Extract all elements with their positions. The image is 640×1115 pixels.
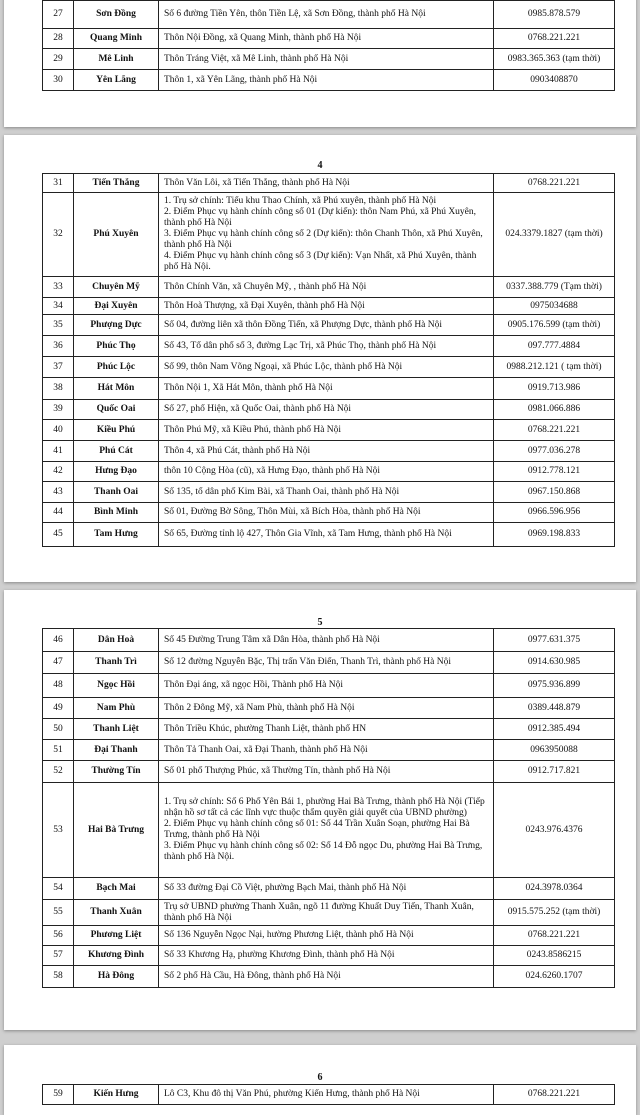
unit-name: Mê Linh — [74, 49, 159, 70]
table-row — [43, 698, 615, 719]
table-row — [43, 926, 615, 946]
phone-number: 0981.066.886 — [494, 400, 615, 420]
unit-name: Dân Hoà — [74, 629, 159, 652]
unit-name: Phú Cát — [74, 441, 159, 462]
phone-number: 097.777.4884 — [494, 336, 615, 357]
row-number: 27 — [43, 1, 74, 29]
row-number: 51 — [43, 740, 74, 761]
address-cell — [159, 1085, 494, 1105]
address-line: Số 12 đường Nguyễn Bặc, Thị trấn Văn Điển, Thanh Trì, thành phố Hà Nội — [164, 657, 451, 667]
unit-name: Hưng Đạo — [74, 462, 159, 482]
address-line: Số 01, Đường Bờ Sông, Thôn Mùi, xã Bích Hòa, thành phố Hà Nội — [164, 507, 421, 517]
row-number: 30 — [43, 70, 74, 91]
table-row — [43, 315, 615, 336]
address-line: Số 2 phố Hà Cầu, Hà Đông, thành phố Hà Nội — [164, 971, 341, 981]
row-number: 46 — [43, 629, 74, 652]
address-line: thôn 10 Cộng Hòa (cũ), xã Hưng Đạo, thành phố Hà Nội — [164, 466, 380, 476]
address-line: Thôn Nội 1, Xã Hát Môn, thành phố Hà Nội — [164, 383, 333, 393]
address-line: Thôn 1, xã Yên Lãng, thành phố Hà Nội — [164, 74, 318, 85]
document-page — [4, 590, 636, 1030]
address-cell — [159, 926, 494, 946]
document-page — [4, 1045, 636, 1115]
unit-name: Quang Minh — [74, 29, 159, 49]
address-line: Thôn Nội Đồng, xã Quang Minh, thành phố Hà Nội — [164, 33, 362, 43]
unit-name: Phượng Dực — [74, 315, 159, 336]
phone-number: 0914.630.985 — [494, 652, 615, 674]
table-row — [43, 523, 615, 547]
unit-name: Thanh Oai — [74, 482, 159, 503]
unit-name: Đại Xuyên — [74, 298, 159, 315]
row-number: 33 — [43, 277, 74, 298]
address-line: Thôn Văn Lôi, xã Tiến Thắng, thành phố Hà Nội — [164, 177, 350, 188]
row-number: 53 — [43, 783, 74, 878]
phone-number: 0905.176.599 (tạm thời) — [494, 315, 615, 336]
table — [42, 173, 615, 547]
row-number: 48 — [43, 674, 74, 698]
table-row — [43, 1, 615, 29]
phone-number: 024.3379.1827 (tạm thời) — [494, 193, 615, 277]
row-number: 40 — [43, 420, 74, 441]
address-cell — [159, 629, 494, 652]
address-line: 2. Điểm Phục vụ hành chính công số 01: Số 44 Trần Xuân Soạn, phường Hai Bà Trưng, thành phố Hà Nội — [164, 819, 470, 840]
address-cell — [159, 503, 494, 523]
table-row — [43, 298, 615, 315]
row-number: 57 — [43, 946, 74, 966]
address-line: Số 27, phố Hiện, xã Quốc Oai, thành phố Hà Nội — [164, 404, 352, 414]
table-row — [43, 49, 615, 70]
address-line: Thôn Hoà Thượng, xã Đại Xuyên, thành phố Hà Nội — [164, 300, 365, 311]
address-line: Thôn Đại áng, xã ngọc Hồi, Thành phố Hà Nội — [164, 680, 343, 690]
unit-name: Nam Phù — [74, 698, 159, 719]
table-row — [43, 900, 615, 926]
table-row — [43, 878, 615, 900]
page-number: 5 — [317, 617, 323, 628]
row-number: 45 — [43, 523, 74, 547]
row-number: 28 — [43, 29, 74, 49]
address-cell — [159, 29, 494, 49]
table-row — [43, 652, 615, 674]
address-line: Số 45 Đường Trung Tâm xã Dân Hòa, thành phố Hà Nội — [164, 634, 380, 645]
address-line: Số 136 Nguyễn Ngọc Nại, hường Phương Liệt, thành phố Hà Nội — [164, 930, 414, 940]
address-cell — [159, 70, 494, 91]
address-line: 1. Trụ sở chính: Số 6 Phố Yên Bái 1, phường Hai Bà Trưng, thành phố Hà Nội (Tiếp nhận hồ sơ tất cả các lĩnh vực thuộc thẩm quyền giải quyết của UBND phường) — [164, 797, 485, 818]
unit-name: Hai Bà Trưng — [74, 783, 159, 878]
table-row — [43, 420, 615, 441]
address-cell — [159, 315, 494, 336]
table-row — [43, 70, 615, 91]
address-line: Thôn 2 Đông Mỹ, xã Nam Phù, thành phố Hà Nội — [164, 702, 355, 713]
address-cell — [159, 336, 494, 357]
phone-number: 0243.8586215 — [494, 946, 615, 966]
address-cell — [159, 441, 494, 462]
address-cell — [159, 193, 494, 277]
unit-name: Bình Minh — [74, 503, 159, 523]
phone-number: 0912.778.121 — [494, 462, 615, 482]
row-number: 58 — [43, 966, 74, 988]
address-line: Thôn Tráng Việt, xã Mê Linh, thành phố Hà Nội — [164, 53, 349, 64]
unit-name: Phú Xuyên — [74, 193, 159, 277]
table-row — [43, 174, 615, 193]
row-number: 37 — [43, 357, 74, 378]
address-cell — [159, 400, 494, 420]
unit-name: Hà Đông — [74, 966, 159, 988]
phone-number: 0969.198.833 — [494, 523, 615, 547]
address-cell — [159, 740, 494, 761]
row-number: 52 — [43, 761, 74, 783]
address-cell — [159, 298, 494, 315]
unit-name: Khương Đình — [74, 946, 159, 966]
phone-number: 0768.221.221 — [494, 174, 615, 193]
table — [42, 1084, 615, 1105]
unit-name: Phúc Lộc — [74, 357, 159, 378]
address-cell — [159, 482, 494, 503]
table-row — [43, 966, 615, 988]
address-line: 2. Điểm Phục vụ hành chính công số 01 (Dự kiến): thôn Nam Phú, xã Phú Xuyên, thành phố Hà Nội — [164, 207, 477, 228]
unit-name: Kiến Hưng — [74, 1085, 159, 1105]
table-row — [43, 193, 615, 277]
unit-name: Phương Liệt — [74, 926, 159, 946]
unit-name: Bạch Mai — [74, 878, 159, 900]
phone-number: 0975034688 — [494, 298, 615, 315]
table-row — [43, 378, 615, 400]
unit-name: Hát Môn — [74, 378, 159, 400]
unit-name: Thanh Xuân — [74, 900, 159, 926]
address-cell — [159, 49, 494, 70]
document-page — [4, 135, 636, 582]
phone-number: 0985.878.579 — [494, 1, 615, 29]
unit-name: Ngọc Hồi — [74, 674, 159, 698]
address-line: Số 65, Đường tỉnh lộ 427, Thôn Gia Vĩnh, xã Tam Hưng, thành phố Hà Nội — [164, 529, 452, 539]
address-cell — [159, 698, 494, 719]
row-number: 41 — [43, 441, 74, 462]
address-cell — [159, 378, 494, 400]
table-row — [43, 629, 615, 652]
address-line: Số 135, tổ dân phố Kim Bài, xã Thanh Oai, thành phố Hà Nội — [164, 486, 400, 497]
phone-number: 0768.221.221 — [494, 926, 615, 946]
address-line: Trụ sở UBND phường Thanh Xuân, ngõ 11 đường Khuất Duy Tiến, Thanh Xuân, thành phố Hà Nội — [164, 901, 474, 923]
unit-name: Thường Tín — [74, 761, 159, 783]
address-cell — [159, 674, 494, 698]
row-number: 32 — [43, 193, 74, 277]
table-row — [43, 783, 615, 878]
phone-number: 0983.365.363 (tạm thời) — [494, 49, 615, 70]
unit-name: Quốc Oai — [74, 400, 159, 420]
table-row — [43, 357, 615, 378]
address-cell — [159, 523, 494, 547]
phone-number: 0915.575.252 (tạm thời) — [494, 900, 615, 926]
row-number: 59 — [43, 1085, 74, 1105]
table-row — [43, 946, 615, 966]
address-line: 3. Điểm Phục vụ hành chính công số 02: Số 14 Đỗ ngọc Du, phường Hai Bà Trưng, thành phố Hà Nội. — [164, 841, 483, 862]
address-line: Số 04, đường liên xã thôn Đồng Tiến, xã Phượng Dực, thành phố Hà Nội — [164, 319, 443, 330]
address-line: 3. Điểm Phục vụ hành chính công số 2 (Dự kiến): thôn Chanh Thôn, xã Phú Xuyên, thành phố Hà Nội — [164, 229, 483, 250]
address-line: Thôn Phú Mỹ, xã Kiều Phú, thành phố Hà Nội — [164, 424, 342, 435]
address-line: 1. Trụ sở chính: Tiểu khu Thao Chính, xã Phú xuyên, thành phố Hà Nội — [164, 196, 437, 206]
row-number: 49 — [43, 698, 74, 719]
unit-name: Yên Lãng — [74, 70, 159, 91]
address-cell — [159, 900, 494, 926]
row-number: 44 — [43, 503, 74, 523]
table-row — [43, 740, 615, 761]
phone-number: 0988.212.121 ( tạm thời) — [494, 357, 615, 378]
unit-name: Thanh Liệt — [74, 719, 159, 740]
table-row — [43, 336, 615, 357]
address-cell — [159, 761, 494, 783]
row-number: 42 — [43, 462, 74, 482]
address-line: Lô C3, Khu đô thị Văn Phú, phường Kiến Hưng, thành phố Hà Nội — [164, 1089, 420, 1099]
address-line: Số 01 phố Thượng Phúc, xã Thường Tín, thành phố Hà Nội — [164, 766, 391, 776]
table — [42, 0, 615, 91]
address-cell — [159, 420, 494, 441]
address-cell — [159, 652, 494, 674]
phone-number: 0977.036.278 — [494, 441, 615, 462]
table-row — [43, 503, 615, 523]
address-line: Số 43, Tổ dân phố số 3, đường Lạc Trị, xã Phúc Thọ, thành phố Hà Nội — [164, 340, 437, 351]
table-row — [43, 277, 615, 298]
address-cell — [159, 357, 494, 378]
unit-name: Phúc Thọ — [74, 336, 159, 357]
address-cell — [159, 277, 494, 298]
phone-number: 0966.596.956 — [494, 503, 615, 523]
phone-number: 0912.385.494 — [494, 719, 615, 740]
address-line: Thôn Triều Khúc, phường Thanh Liệt, thành phố HN — [164, 723, 367, 734]
row-number: 38 — [43, 378, 74, 400]
address-cell — [159, 719, 494, 740]
row-number: 31 — [43, 174, 74, 193]
phone-number: 0768.221.221 — [494, 1085, 615, 1105]
row-number: 36 — [43, 336, 74, 357]
row-number: 43 — [43, 482, 74, 503]
phone-number: 0337.388.779 (Tạm thời) — [494, 277, 615, 298]
table-row — [43, 1085, 615, 1105]
phone-number: 024.6260.1707 — [494, 966, 615, 988]
phone-number: 0768.221.221 — [494, 29, 615, 49]
row-number: 29 — [43, 49, 74, 70]
row-number: 54 — [43, 878, 74, 900]
document-page — [4, 0, 636, 127]
address-line: Thôn Tả Thanh Oai, xã Đại Thanh, thành phố Hà Nội — [164, 744, 368, 755]
address-cell — [159, 966, 494, 988]
row-number: 50 — [43, 719, 74, 740]
table-row — [43, 761, 615, 783]
row-number: 34 — [43, 298, 74, 315]
table-row — [43, 441, 615, 462]
address-line: Số 99, thôn Nam Võng Ngoại, xã Phúc Lộc, thành phố Hà Nội — [164, 361, 403, 372]
address-cell — [159, 878, 494, 900]
table — [42, 628, 615, 988]
phone-number: 0963950088 — [494, 740, 615, 761]
row-number: 47 — [43, 652, 74, 674]
page-number: 4 — [317, 160, 323, 171]
address-line: Số 33 Khương Hạ, phường Khương Đình, thành phố Hà Nội — [164, 950, 395, 960]
address-line: Thôn Chính Văn, xã Chuyên Mỹ, , thành phố Hà Nội — [164, 281, 367, 292]
address-cell — [159, 946, 494, 966]
unit-name: Thanh Trì — [74, 652, 159, 674]
unit-name: Tiến Thắng — [74, 174, 159, 193]
page-number: 6 — [317, 1072, 323, 1083]
unit-name: Sơn Đồng — [74, 1, 159, 29]
unit-name: Chuyên Mỹ — [74, 277, 159, 298]
address-line: Số 33 đường Đại Cồ Việt, phường Bạch Mai, thành phố Hà Nội — [164, 883, 407, 893]
phone-number: 0975.936.899 — [494, 674, 615, 698]
unit-name: Tam Hưng — [74, 523, 159, 547]
phone-number: 0389.448.879 — [494, 698, 615, 719]
address-cell — [159, 1, 494, 29]
row-number: 39 — [43, 400, 74, 420]
row-number: 56 — [43, 926, 74, 946]
address-cell — [159, 462, 494, 482]
address-line: Thôn 4, xã Phú Cát, thành phố Hà Nội — [164, 445, 311, 456]
table-row — [43, 674, 615, 698]
phone-number: 0967.150.868 — [494, 482, 615, 503]
phone-number: 0243.976.4376 — [494, 783, 615, 878]
phone-number: 0919.713.986 — [494, 378, 615, 400]
phone-number: 0903408870 — [494, 70, 615, 91]
address-cell — [159, 174, 494, 193]
address-line: Số 6 đường Tiền Yên, thôn Tiền Lệ, xã Sơn Đồng, thành phố Hà Nội — [164, 9, 426, 19]
table-row — [43, 719, 615, 740]
phone-number: 0912.717.821 — [494, 761, 615, 783]
table-row — [43, 462, 615, 482]
table-row — [43, 400, 615, 420]
unit-name: Kiều Phú — [74, 420, 159, 441]
row-number: 35 — [43, 315, 74, 336]
table-row — [43, 482, 615, 503]
unit-name: Đại Thanh — [74, 740, 159, 761]
address-cell — [159, 783, 494, 878]
phone-number: 024.3978.0364 — [494, 878, 615, 900]
table-row — [43, 29, 615, 49]
phone-number: 0977.631.375 — [494, 629, 615, 652]
row-number: 55 — [43, 900, 74, 926]
address-line: 4. Điểm Phục vụ hành chính công số 3 (Dự kiến): Vạn Nhất, xã Phú Xuyên, thành phố Hà Nội. — [164, 251, 477, 272]
phone-number: 0768.221.221 — [494, 420, 615, 441]
